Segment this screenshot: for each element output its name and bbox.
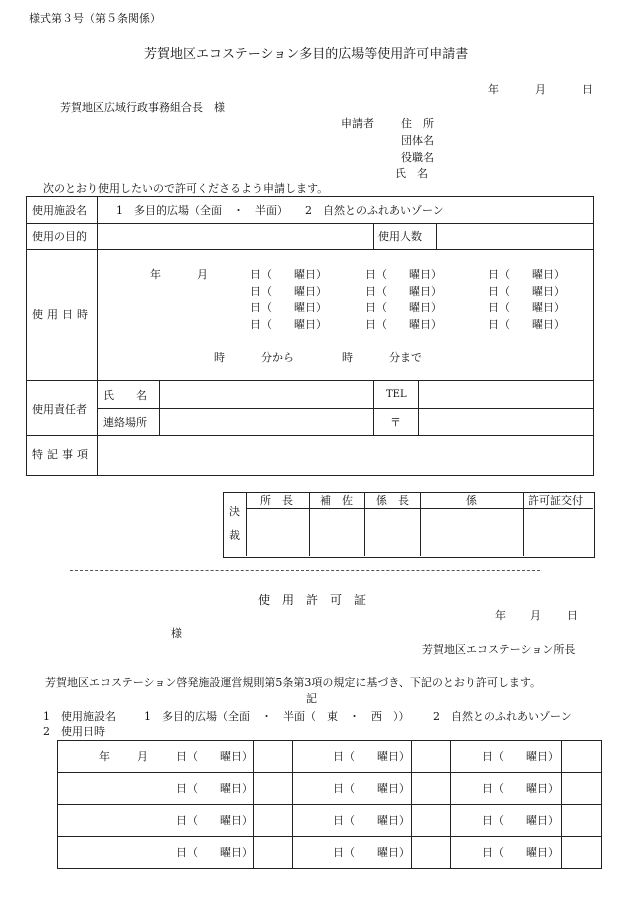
permit-date-entry: 日（ 曜日） bbox=[482, 750, 559, 763]
permit-date-entry: 日（ 曜日） bbox=[176, 782, 253, 795]
date-entry[interactable]: 日（ 曜日） bbox=[488, 285, 565, 298]
permit-date-month: 月 bbox=[530, 609, 541, 622]
people-input[interactable] bbox=[438, 225, 590, 247]
permit-date-day: 日 bbox=[567, 609, 578, 622]
contact-input[interactable] bbox=[161, 410, 371, 433]
permit-item1-option-2: 2 自然とのふれあいゾーン bbox=[433, 710, 572, 723]
applicant-label: 申請者 bbox=[341, 117, 374, 130]
cut-line bbox=[70, 570, 540, 571]
date-day: 日 bbox=[582, 83, 593, 96]
permit-date-entry: 日（ 曜日） bbox=[176, 750, 253, 763]
applicant-position-label: 役職名 bbox=[401, 151, 434, 164]
permit-sama: 様 bbox=[171, 627, 182, 640]
addressee: 芳賀地区広域行政事務組合長 様 bbox=[60, 101, 225, 114]
tel-label: TEL bbox=[386, 389, 407, 400]
permit-date-entry: 日（ 曜日） bbox=[482, 782, 559, 795]
permit-item1-option-1: 1 多目的広場（全面 ・ 半面（ 東 ・ 西 ）） bbox=[144, 710, 410, 723]
facility-label: 使用施設名 bbox=[32, 204, 87, 217]
facility-option-1[interactable]: 1 多目的広場（全面 ・ 半面） bbox=[116, 204, 288, 217]
notes-input[interactable] bbox=[99, 437, 591, 473]
date-month: 月 bbox=[535, 83, 546, 96]
facility-option-2[interactable]: 2 自然とのふれあいゾーン bbox=[305, 204, 444, 217]
form-number: 様式第３号（第５条関係） bbox=[29, 12, 161, 25]
date-entry[interactable]: 日（ 曜日） bbox=[488, 318, 565, 331]
permit-date-entry: 日（ 曜日） bbox=[333, 782, 410, 795]
notes-label: 特記事項 bbox=[32, 448, 92, 461]
date-entry[interactable]: 日（ 曜日） bbox=[488, 268, 565, 281]
purpose-input[interactable] bbox=[99, 225, 371, 247]
time-hour-to: 時 bbox=[342, 351, 353, 364]
permit-year: 年 bbox=[99, 750, 110, 763]
approval-header-chief: 所 長 bbox=[260, 494, 293, 507]
datetime-label: 使用日時 bbox=[32, 308, 92, 321]
permit-date-entry: 日（ 曜日） bbox=[176, 814, 253, 827]
responsible-label: 使用責任者 bbox=[32, 403, 87, 416]
approval-header-staff: 係 bbox=[466, 494, 477, 507]
datetime-year: 年 bbox=[150, 268, 161, 281]
permit-date-entry: 日（ 曜日） bbox=[333, 814, 410, 827]
responsible-name-label: 氏 名 bbox=[103, 389, 147, 402]
time-min-to: 分まで bbox=[389, 351, 422, 364]
date-entry[interactable]: 日（ 曜日） bbox=[365, 301, 442, 314]
date-year: 年 bbox=[488, 83, 499, 96]
permit-item1-label: 1 使用施設名 bbox=[43, 710, 116, 723]
request-text: 次のとおり使用したいので許可くださるよう申請します。 bbox=[43, 182, 329, 195]
permit-date-entry: 日（ 曜日） bbox=[176, 846, 253, 859]
permit-date-entry: 日（ 曜日） bbox=[482, 846, 559, 859]
contact-label: 連絡場所 bbox=[103, 416, 147, 429]
date-entry[interactable]: 日（ 曜日） bbox=[250, 301, 327, 314]
permit-title: 使 用 許 可 証 bbox=[258, 593, 367, 607]
permit-date-entry: 日（ 曜日） bbox=[482, 814, 559, 827]
applicant-group-label: 団体名 bbox=[401, 134, 434, 147]
people-label: 使用人数 bbox=[378, 230, 422, 243]
date-entry[interactable]: 日（ 曜日） bbox=[250, 285, 327, 298]
permit-body: 芳賀地区エコステーション啓発施設運営規則第5条第3項の規定に基づき、下記のとおり許可します。 bbox=[45, 676, 542, 689]
permit-item2-label: 2 使用日時 bbox=[43, 725, 105, 738]
date-entry[interactable]: 日（ 曜日） bbox=[365, 285, 442, 298]
permit-issuer: 芳賀地区エコステーション所長 bbox=[422, 643, 576, 656]
date-entry[interactable]: 日（ 曜日） bbox=[250, 268, 327, 281]
time-hour-from: 時 bbox=[214, 351, 225, 364]
date-entry[interactable]: 日（ 曜日） bbox=[488, 301, 565, 314]
permit-date-entry: 日（ 曜日） bbox=[333, 750, 410, 763]
applicant-name-label: 氏 名 bbox=[395, 167, 428, 180]
form-title: 芳賀地区エコステーション多目的広場等使用許可申請書 bbox=[144, 47, 469, 62]
postal-mark: 〒 bbox=[390, 416, 401, 429]
postal-input[interactable] bbox=[420, 410, 590, 433]
purpose-label: 使用の目的 bbox=[32, 230, 87, 243]
approval-side-label: 裁 bbox=[229, 529, 240, 542]
datetime-month: 月 bbox=[197, 268, 208, 281]
permit-month: 月 bbox=[137, 750, 148, 763]
approval-header-assistant: 補 佐 bbox=[320, 494, 353, 507]
tel-input[interactable] bbox=[420, 382, 590, 406]
approval-side-label: 決 bbox=[229, 505, 240, 518]
permit-date-entry: 日（ 曜日） bbox=[333, 846, 410, 859]
date-entry[interactable]: 日（ 曜日） bbox=[365, 318, 442, 331]
permit-ki: 記 bbox=[306, 692, 317, 705]
approval-header-issued: 許可証交付 bbox=[528, 494, 583, 507]
applicant-address-label: 住 所 bbox=[401, 117, 434, 130]
date-entry[interactable]: 日（ 曜日） bbox=[365, 268, 442, 281]
responsible-name-input[interactable] bbox=[161, 382, 371, 406]
date-entry[interactable]: 日（ 曜日） bbox=[250, 318, 327, 331]
approval-header-section-chief: 係 長 bbox=[376, 494, 409, 507]
permit-date-year: 年 bbox=[495, 609, 506, 622]
time-min-from: 分から bbox=[261, 351, 294, 364]
